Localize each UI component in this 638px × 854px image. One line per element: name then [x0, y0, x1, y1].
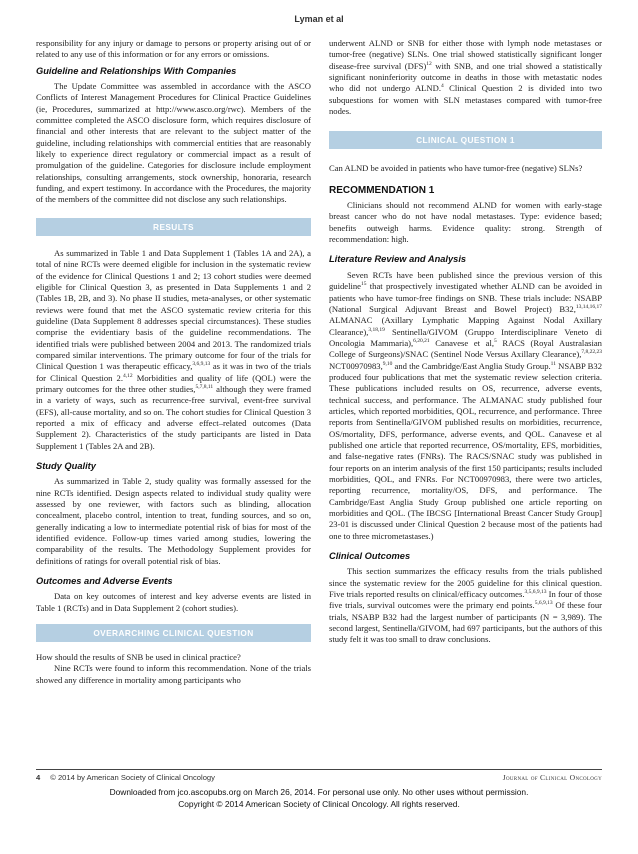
results-banner: RESULTS	[36, 218, 311, 236]
study-quality-paragraph: As summarized in Table 2, study quality was formally assessed for the nine RCTs identified. Design aspects related to individual study quality were assessed by one reviewer, with factors such as blinding, allocation concealment, placebo control, intention to treat, funding sources, and so on, generally indicating a low to intermediate potential risk of bias for most of the identified evidence. Follow-up times varied among studies, lowering the comparability of the results. The Methodology Supplement provides for definitions of ratings for overall potential risk of bias.	[36, 476, 311, 566]
footer-rule	[36, 769, 602, 770]
clinical-outcomes-paragraph: This section summarizes the efficacy results from the trials published since the systematic review for the 2005 guideline for this clinical question. Five trials reported results on clinical/efficacy outcomes.$^{3,5,6,9,13}$ In four of those five trials, survival outcomes were the primary end points.$^{5,6,9,13}$ Of these four trials, NSABP B32 had the largest number of participants (N = 3,989). The second largest, Sentinella/GIVOM, had 697 participants, but the authors of this study felt it was too small to draw conclusions.	[329, 566, 603, 645]
page-number: 4	[36, 773, 41, 782]
download-copyright: Copyright © 2014 American Society of Clinical Oncology. All rights reserved.	[178, 799, 460, 809]
right-intro-paragraph: underwent ALND or SNB for either those with lymph node metastases or tumor-free (negative) SLNs. One trial showed statistically significant longer disease-free survival (DFS)$^{12}$ with SNB, and one trial showed a statistically significant noninferiority outcome in deaths in those with metastatic nodes who did not undergo ALND.$^4$ Clinical Question 2 is divided into two subquestions for women with SLN metastases compared with tumor-free nodes.	[329, 38, 603, 117]
guideline-relationships-heading: Guideline and Relationships With Companies	[36, 65, 237, 76]
download-notice: Downloaded from jco.ascopubs.org on March 26, 2014. For personal use only. No other uses without permission.	[109, 787, 529, 797]
left-column	[36, 38, 311, 686]
citation: 12	[426, 60, 432, 67]
citation: 3,6,9,13	[192, 361, 211, 368]
citation: 11	[550, 360, 556, 367]
results-paragraph: As summarized in Table 1 and Data Supplement 1 (Tables 1A and 2A), a total of nine RCTs were deemed eligible for inclusion in the systematic review of the evidence for Clinical Questions 1 and 2; 13 cohort studies were deemed eligible for Clinical Question 3, as presented in Data Supplements 1 and 2 (Tables 1B, 2B, and 3). No phase II studies, meta-analyses, or other systematic reviews were found that met the ASCO systematic review criteria for this guideline (Data Supplement 8 addresses special circumstances). These studies comprise the evidentiary basis of the guideline recommendations. The identified trials were published between 2004 and 2013. The randomized trials compared similar interventions. The primary outcome for four of the trials for Clinical Question 1 was therapeutic efficacy,$^{3,6,9,13}$ as it was in two of the trials for Clinical Question 2.$^{4,12}$ Morbidities and quality of life (QOL) were the primary outcomes for the three other studies,$^{5,7,8,11}$ although they were framed in a variety of ways, such as recurrence-free survival, event-free survival (EFS), all-cause mortality, and so on. The cohort studies for Clinical Question 3 reported a mix of efficacy and adverse effect–related outcomes (Data Supplement 2). Characteristics of the study participants are listed in Data Supplement 1 (Tables 2A and 2B).	[36, 247, 312, 451]
copyright-notice: © 2014 by American Society of Clinical Oncology	[50, 773, 215, 782]
citation: 5,7,8,11	[195, 383, 214, 390]
citation: 5,6,9,13	[534, 600, 553, 607]
clinical-question-1-text: Can ALND be avoided in patients who have tumor-free (negative) SLNs?	[329, 163, 583, 174]
recommendation-1-heading: RECOMMENDATION 1	[329, 184, 435, 196]
clinical-question-1-banner: CLINICAL QUESTION 1	[329, 131, 602, 149]
citation: 7,8,22,23	[581, 349, 602, 356]
citation: 3,18,19	[368, 326, 385, 333]
citation: 9,10	[382, 360, 393, 367]
citation: 5	[494, 337, 497, 344]
citation: 3,5,6,9,13	[524, 589, 547, 596]
citation: 4,12	[123, 372, 133, 379]
right-column	[329, 38, 602, 646]
citation: 15	[360, 281, 367, 288]
left-intro-paragraph: responsibility for any injury or damage to persons or property arising out of or related to any use of this information or for any errors or omissions.	[36, 38, 311, 60]
footer-left	[36, 773, 215, 782]
overarching-question-text: How should the results of SNB be used in clinical practice?	[36, 652, 241, 663]
journal-name: Journal of Clinical Oncology	[502, 773, 602, 782]
citation: 6,20,21	[413, 337, 430, 344]
recommendation-1-paragraph: Clinicians should not recommend ALND for women with early-stage breast cancer who do not have nodal metastases. Type: evidence based; benefits outweigh harms. Evidence quality: strong. Strength of recommendation: high.	[329, 200, 602, 245]
clinical-outcomes-heading: Clinical Outcomes	[329, 551, 411, 562]
guideline-relationships-paragraph: The Update Committee was assembled in accordance with the ASCO Conflicts of Interest Management Procedures for Clinical Practice Guidelines (ie, Procedures, summarized at http://www.asco.org/rwc). Members of the committee completed the ASCO disclosure form, which requires disclosure of financial and other interests that are relevant to the subject matter of the guideline, including relationships with commercial entities that are reasonably likely to experience direct regulatory or commercial impact as a result of promulgation of the guideline. Categories for disclosure include employment relationships, consulting arrangements, stock ownership, honoraria, research funding, and expert testimony. In accordance with the Procedures, the majority of the members of the committee did not disclose any such relationships.	[36, 81, 311, 205]
overarching-question-banner: OVERARCHING CLINICAL QUESTION	[36, 624, 311, 642]
running-header: Lyman et al	[294, 14, 344, 24]
outcomes-paragraph: Data on key outcomes of interest and key adverse events are listed in Table 1 (RCTs) and in Data Supplement 2 (cohort studies).	[36, 591, 311, 613]
study-quality-heading: Study Quality	[36, 461, 96, 471]
literature-review-paragraph: Seven RCTs have been published since the previous version of this guideline$^{15}$ that prospectively investigated whether ALND can be avoided in patients who have tumor-free findings on SNB. These trials include: NSABP (National Surgical Adjuvant Breast and Bowel Project) B32,$^{13,14,16,17}$ ALMANAC (Axillary Lymphatic Mapping Against Nodal Axillary Clearance),$^{3,18,19}$ Sentinella/GIVOM (Gruppo Interdisciplinare Veneto di Oncologia Mammaria),$^{6,20,21}$ Canavese et al,$^5$ RACS (Royal Australasian College of Surgeons)/SNAC (Sentinel Node Versus Axillary Clearance),$^{7,8,22,23}$ NCT00970983,$^{9,10}$ and the Cambridge/East Anglia Study Group.$^{11}$ NSABP B32 produced four publications that met the systematic review selection criteria. These publications included results on OS, recurrence, adverse events, technical success, and performance. The ALMANAC study published four articles, which reported morbidities, QOL, recurrence, and performance. Three reports from Sentinella/GIVOM published results on morbidities, recurrence, OS/mortality, DFS, performance, adverse events, and QOL. Canavese et al published one article that reported recurrence, OS/mortality, EFS, morbidities, and false-negative rates (FNRs). The RACS/SNAC study was published in four reports on an interim analysis of the first 150 participants; results included morbidities, QOL, and FNRs. For NCT00970983, there were two articles, reporting recurrence, mortality/OS, DFS, and performance. The Cambridge/East Anglia Study Group published one article reporting on morbidities and QOL. (The IBCSG [International Breast Cancer Study Group] 23-01 is discussed under Clinical Question 2 because most of the patients had one to three micrometastases.)	[329, 269, 602, 541]
citation: 13,14,16,17	[575, 303, 602, 310]
overarching-answer-paragraph: Nine RCTs were found to inform this recommendation. None of the trials showed any difference in mortality among participants who	[36, 663, 311, 685]
outcomes-heading: Outcomes and Adverse Events	[36, 576, 173, 587]
citation: 4	[441, 83, 444, 90]
literature-review-heading: Literature Review and Analysis	[329, 254, 467, 265]
